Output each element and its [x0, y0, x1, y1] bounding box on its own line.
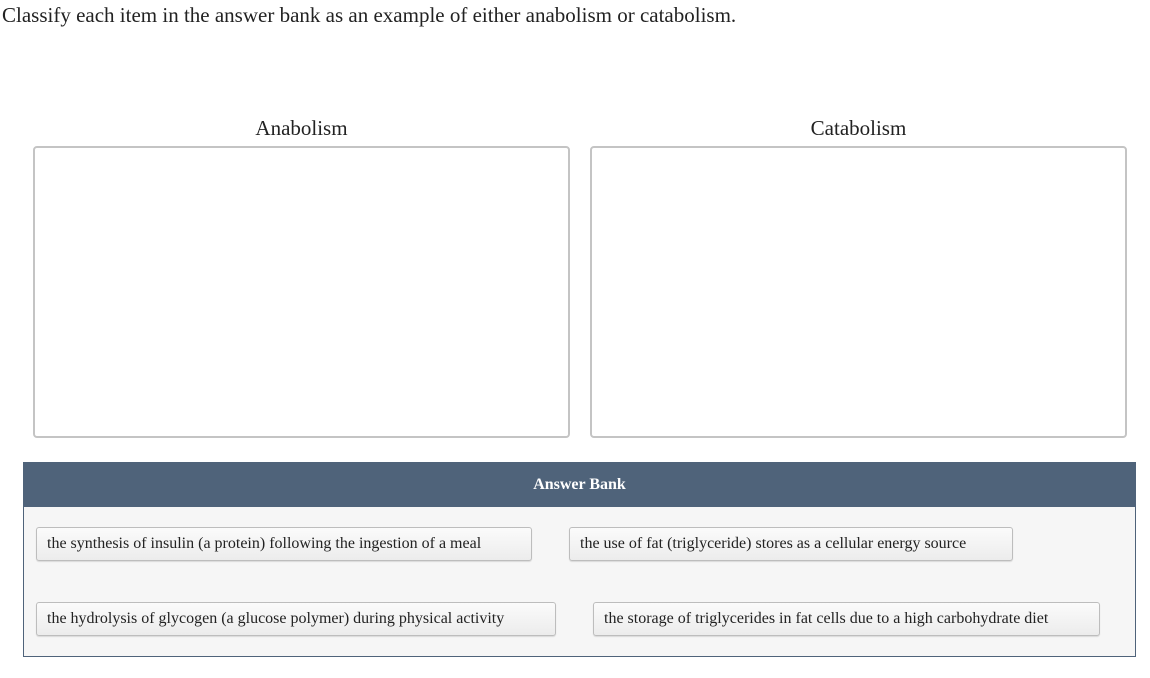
- answer-tile-insulin-synthesis[interactable]: the synthesis of insulin (a protein) following the ingestion of a meal: [36, 527, 532, 561]
- answer-tile-fat-energy-use[interactable]: the use of fat (triglyceride) stores as a cellular energy source: [569, 527, 1013, 561]
- answer-tile-triglyceride-storage[interactable]: the storage of triglycerides in fat cells due to a high carbohydrate diet: [593, 602, 1100, 636]
- anabolism-bin-label: Anabolism: [255, 116, 348, 140]
- answer-tile-glycogen-hydrolysis[interactable]: the hydrolysis of glycogen (a glucose polymer) during physical activity: [36, 602, 556, 636]
- catabolism-drop-zone[interactable]: [590, 146, 1127, 438]
- answer-bank: [23, 462, 1136, 657]
- anabolism-drop-zone[interactable]: [33, 146, 570, 438]
- question-instruction: Classify each item in the answer bank as an example of either anabolism or catabolism.: [2, 3, 737, 27]
- answer-bank-title: Answer Bank: [24, 463, 1135, 507]
- catabolism-bin-label: Catabolism: [810, 116, 907, 140]
